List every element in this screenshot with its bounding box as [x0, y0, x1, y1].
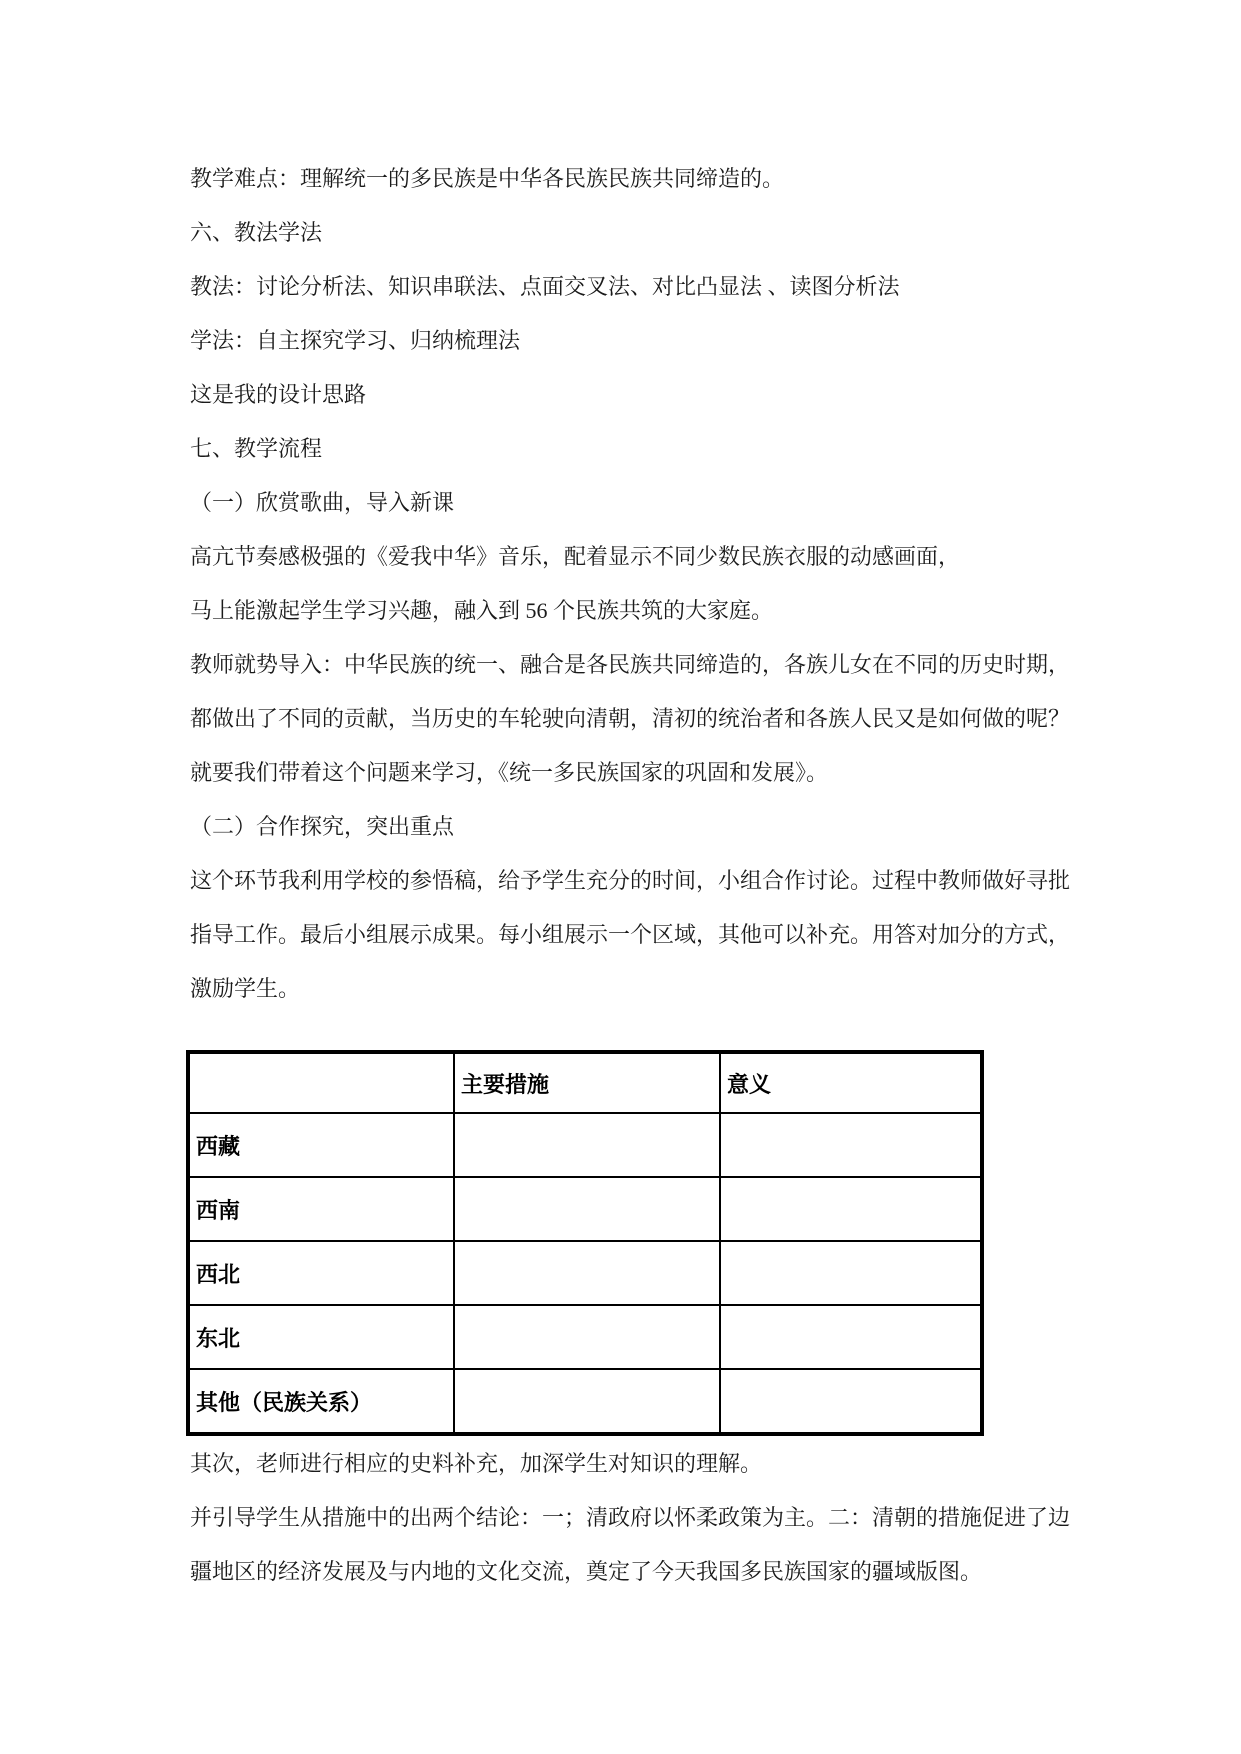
- table-header-row: [188, 1052, 982, 1113]
- table-row-xibei: [188, 1241, 982, 1305]
- table-cell-measures: [454, 1369, 720, 1434]
- doc-line-section-six-heading: 六、教法学法: [190, 220, 323, 245]
- doc-line-teaching-difficulty: 教学难点：理解统一的多民族是中华各民族民族共同缔造的。: [190, 166, 785, 191]
- doc-line-conclusions-1: 并引导学生从措施中的出两个结论：一；清政府以怀柔政策为主。二：清朝的措施促进了边: [190, 1505, 1071, 1530]
- table-row-dongbei: [188, 1305, 982, 1369]
- doc-line-step-one-heading: （一）欣赏歌曲，导入新课: [190, 490, 455, 515]
- table-cell-significance: [720, 1241, 982, 1305]
- doc-line-learning-methods: 学法：自主探究学习、归纳梳理法: [190, 328, 521, 353]
- table-header-region-blank: [188, 1052, 454, 1113]
- paragraphs-before-table: [190, 152, 1080, 1016]
- regions-measures-table: [186, 1050, 984, 1436]
- doc-line-cooperation-1: 这个环节我利用学校的参悟稿，给予学生充分的时间，小组合作讨论。过程中教师做好寻批: [190, 868, 1071, 893]
- doc-line-teacher-lead-in-2: 都做出了不同的贡献，当历史的车轮驶向清朝，清初的统治者和各族人民又是如何做的呢？: [190, 706, 1071, 731]
- doc-line-teaching-methods: 教法：讨论分析法、知识串联法、点面交叉法、对比凸显法 、读图分析法: [190, 274, 900, 299]
- table-cell-measures: [454, 1305, 720, 1369]
- table-cell-significance: [720, 1369, 982, 1434]
- doc-line-teacher-lead-in: 教师就势导入：中华民族的统一、融合是各民族共同缔造的，各族儿女在不同的历史时期，: [190, 652, 1071, 677]
- doc-line-conclusions-2: 疆地区的经济发展及与内地的文化交流，奠定了今天我国多民族国家的疆域版图。: [190, 1559, 983, 1584]
- table-cell-measures: [454, 1113, 720, 1177]
- doc-line-design-idea: 这是我的设计思路: [190, 382, 367, 407]
- table-cell-label: 东北: [188, 1305, 454, 1369]
- table-cell-significance: [720, 1177, 982, 1241]
- table-row-qita: [188, 1369, 982, 1434]
- table-header-significance: 意义: [720, 1052, 982, 1113]
- table-cell-label: 西藏: [188, 1113, 454, 1177]
- doc-line-cooperation-3: 激励学生。: [190, 976, 301, 1001]
- table-cell-label: 西北: [188, 1241, 454, 1305]
- doc-line-section-seven-heading: 七、教学流程: [190, 436, 323, 461]
- table-row-xinan: [188, 1177, 982, 1241]
- doc-line-intro-music: 高亢节奏感极强的《爱我中华》音乐，配着显示不同少数民族衣服的动感画面，: [190, 544, 961, 569]
- table-cell-measures: [454, 1241, 720, 1305]
- doc-line-intro-music-2: 马上能激起学生学习兴趣，融入到 56 个民族共筑的大家庭。: [190, 598, 774, 623]
- doc-line-cooperation-2: 指导工作。最后小组展示成果。每小组展示一个区域，其他可以补充。用答对加分的方式，: [190, 922, 1071, 947]
- table-header-main-measures: 主要措施: [454, 1052, 720, 1113]
- table-row-xizang: [188, 1113, 982, 1177]
- table-cell-label: 其他（民族关系）: [188, 1369, 454, 1434]
- regions-measures-table-container: [186, 1050, 984, 1436]
- table-cell-measures: [454, 1177, 720, 1241]
- table-cell-significance: [720, 1305, 982, 1369]
- doc-line-step-two-heading: （二）合作探究，突出重点: [190, 814, 455, 839]
- table-cell-label: 西南: [188, 1177, 454, 1241]
- table-cell-significance: [720, 1113, 982, 1177]
- doc-line-teacher-lead-in-3: 就要我们带着这个问题来学习，《统一多民族国家的巩固和发展》。: [190, 760, 829, 785]
- paragraphs-after-table: [190, 1437, 1080, 1599]
- doc-line-supplement: 其次，老师进行相应的史料补充，加深学生对知识的理解。: [190, 1451, 763, 1476]
